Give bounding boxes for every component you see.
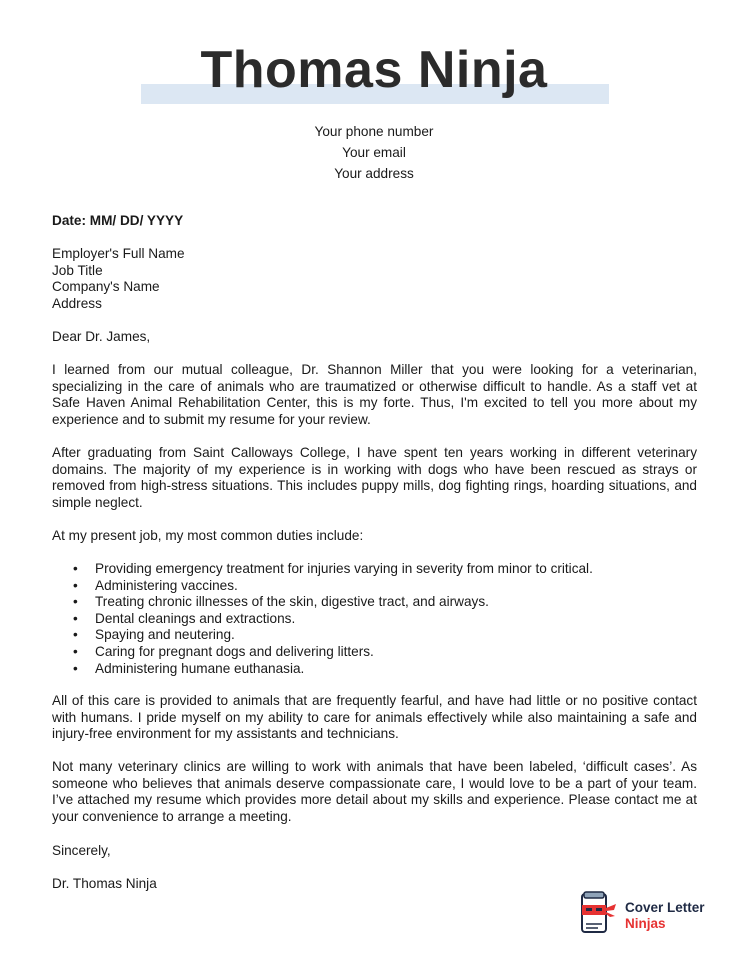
closing: Sincerely, xyxy=(52,843,111,858)
ninja-mascot-icon xyxy=(574,890,618,938)
contact-email: Your email xyxy=(342,145,406,160)
letter-date: Date: MM/ DD/ YYYY xyxy=(52,213,184,228)
list-item: • Administering humane euthanasia. xyxy=(52,661,697,678)
list-item: • Treating chronic illnesses of the skin, digestive tract, and airways. xyxy=(52,594,697,611)
duties-list xyxy=(52,561,697,677)
recipient-address: Address xyxy=(52,295,102,311)
recipient-name: Employer's Full Name xyxy=(52,246,185,261)
list-item: • Administering vaccines. xyxy=(52,578,697,595)
recipient-title: Job Title xyxy=(52,262,103,278)
list-item: • Providing emergency treatment for injuries varying in severity from minor to critical. xyxy=(52,561,697,578)
paragraph-intro: I learned from our mutual colleague, Dr. Shannon Miller that you were looking for a veterinarian, specializing in the care of animals who are traumatized or otherwise difficult to handle. As a staff vet at Safe Haven Animal Rehabilitation Center, this is my forte. Thus, I'm excited to tell you more about my experience and to submit my resume for your review. xyxy=(52,362,697,427)
salutation: Dear Dr. James, xyxy=(52,329,151,344)
contact-phone: Your phone number xyxy=(314,124,434,139)
recipient-block xyxy=(52,246,697,312)
brand-wordmark xyxy=(625,900,705,932)
paragraph-care: All of this care is provided to animals that are frequently fearful, and have had little or no positive contact with humans. I pride myself on my ability to care for animals effectively while also maintaining a safe and injury-free environment for my assistants and technicians. xyxy=(52,693,697,742)
list-item: • Dental cleanings and extractions. xyxy=(52,611,697,628)
recipient-company: Company's Name xyxy=(52,279,160,295)
brand-line-1: Cover Letter xyxy=(625,900,705,915)
paragraph-experience: After graduating from Saint Calloways College, I have spent ten years working in different veterinary domains. The majority of my experience is in working with dogs who have been rescued as strays or removed from high-stress situations. This includes puppy mills, dog fighting rings, hoarding situations, and simple neglect. xyxy=(52,445,697,510)
list-item: • Spaying and neutering. xyxy=(52,627,697,644)
contact-address: Your address xyxy=(334,166,414,181)
brand-line-2: Ninjas xyxy=(625,916,666,931)
signature: Dr. Thomas Ninja xyxy=(52,876,157,891)
duties-intro: At my present job, my most common duties include: xyxy=(52,528,364,543)
list-item: • Caring for pregnant dogs and delivering litters. xyxy=(52,644,697,661)
paragraph-closing: Not many veterinary clinics are willing to work with animals that have been labeled, ‘difficult cases’. As someone who believes that animals deserve compassionate care, I would love to be a part of your team. I’ve attached my resume which provides more detail about my skills and experience. Please contact me at your convenience to arrange a meeting. xyxy=(52,759,697,824)
applicant-name: Thomas Ninja xyxy=(200,41,548,99)
